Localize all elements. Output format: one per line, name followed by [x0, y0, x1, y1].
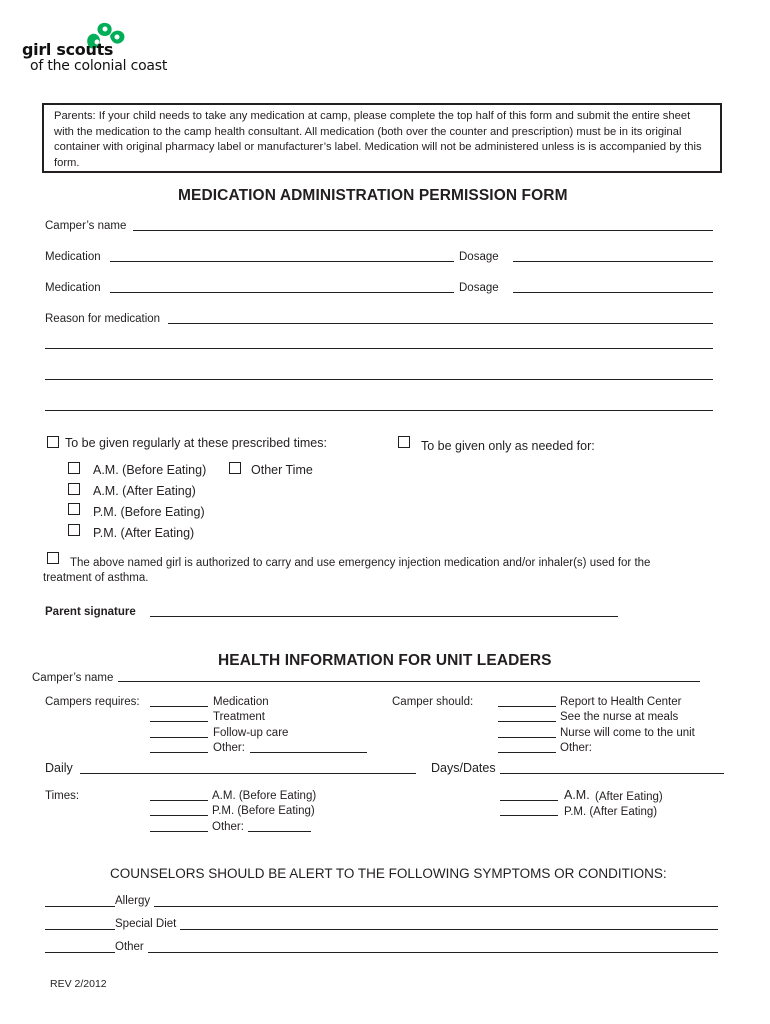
requires-label: Campers requires:: [45, 696, 140, 708]
unit-campers-name-label: Camper’s name: [32, 672, 114, 684]
am-before-label: A.M. (Before Eating): [93, 463, 207, 477]
days-dates-label: Days/Dates: [431, 761, 496, 775]
allergy-field[interactable]: [154, 906, 718, 907]
reason-field-2[interactable]: [45, 348, 713, 349]
reason-label: Reason for medication: [45, 313, 161, 325]
other-time-label: Other Time: [251, 463, 313, 477]
requires-item-medication: Medication: [213, 696, 269, 708]
requires-other-field[interactable]: [250, 752, 367, 753]
parent-signature-field[interactable]: [150, 616, 618, 617]
times-other-field[interactable]: [248, 831, 311, 832]
regular-checkbox[interactable]: [47, 436, 59, 448]
requires-item-treatment: Treatment: [213, 711, 265, 723]
times-label: Times:: [45, 790, 80, 802]
reason-field-4[interactable]: [45, 410, 713, 411]
other-field[interactable]: [148, 952, 718, 953]
requires-item-other: Other:: [213, 742, 245, 754]
requires-blank-2[interactable]: [150, 721, 208, 722]
requires-blank-4[interactable]: [150, 752, 208, 753]
medication-label-1: Medication: [45, 251, 101, 263]
times-other: Other:: [212, 821, 244, 833]
times-blank-4[interactable]: [500, 800, 558, 801]
as-needed-label: To be given only as needed for:: [421, 439, 595, 453]
special-diet-label: Special Diet: [115, 918, 177, 930]
campers-name-field[interactable]: [133, 230, 713, 231]
times-am-after-rest: (After Eating): [595, 791, 663, 803]
days-dates-field[interactable]: [500, 773, 724, 774]
pm-before-checkbox[interactable]: [68, 503, 80, 515]
unit-campers-name-field[interactable]: [118, 681, 700, 682]
should-blank-3[interactable]: [498, 737, 556, 738]
other-blank[interactable]: [45, 952, 115, 953]
should-blank-2[interactable]: [498, 721, 556, 722]
as-needed-checkbox[interactable]: [398, 436, 410, 448]
pm-before-label: P.M. (Before Eating): [93, 505, 205, 519]
medication-label-2: Medication: [45, 282, 101, 294]
am-after-label: A.M. (After Eating): [93, 484, 196, 498]
medication-field-1[interactable]: [110, 261, 454, 262]
asthma-text-2: treatment of asthma.: [43, 572, 149, 584]
requires-blank-1[interactable]: [150, 706, 208, 707]
allergy-blank[interactable]: [45, 906, 115, 907]
dosage-field-1[interactable]: [513, 261, 713, 262]
form1-title: MEDICATION ADMINISTRATION PERMISSION FORM: [178, 187, 568, 204]
daily-label: Daily: [45, 761, 73, 775]
dosage-label-1: Dosage: [459, 251, 499, 263]
logo: [20, 22, 180, 74]
form2-title: HEALTH INFORMATION FOR UNIT LEADERS: [218, 652, 552, 669]
dosage-field-2[interactable]: [513, 292, 713, 293]
should-label: Camper should:: [392, 696, 474, 708]
other-time-checkbox[interactable]: [229, 462, 241, 474]
times-am-before: A.M. (Before Eating): [212, 790, 317, 802]
should-item-report: Report to Health Center: [560, 696, 682, 708]
daily-field[interactable]: [80, 773, 416, 774]
times-pm-before: P.M. (Before Eating): [212, 805, 315, 817]
times-am-after-am: A.M.: [564, 788, 590, 802]
allergy-label: Allergy: [115, 895, 151, 907]
should-blank-1[interactable]: [498, 706, 556, 707]
special-diet-field[interactable]: [180, 929, 718, 930]
logo-line-2: of the colonial coast: [30, 58, 168, 74]
am-after-checkbox[interactable]: [68, 483, 80, 495]
counselors-title: COUNSELORS SHOULD BE ALERT TO THE FOLLOWING SYMPTOMS OR CONDITIONS:: [110, 866, 667, 881]
should-item-nurse-unit: Nurse will come to the unit: [560, 727, 695, 739]
reason-field-1[interactable]: [168, 323, 713, 324]
revision-label: REV 2/2012: [50, 978, 107, 990]
requires-item-follow-up: Follow-up care: [213, 727, 289, 739]
campers-name-label: Camper’s name: [45, 220, 127, 232]
special-diet-blank[interactable]: [45, 929, 115, 930]
times-blank-1[interactable]: [150, 800, 208, 801]
asthma-checkbox[interactable]: [47, 552, 59, 564]
other-label: Other: [115, 941, 144, 953]
times-blank-2[interactable]: [150, 815, 208, 816]
am-before-checkbox[interactable]: [68, 462, 80, 474]
pm-after-checkbox[interactable]: [68, 524, 80, 536]
dosage-label-2: Dosage: [459, 282, 499, 294]
logo-line-1: girl scouts: [22, 40, 114, 59]
should-item-nurse-meals: See the nurse at meals: [560, 711, 679, 723]
should-item-other: Other:: [560, 742, 592, 754]
parent-signature-label: Parent signature: [45, 606, 136, 618]
should-blank-4[interactable]: [498, 752, 556, 753]
times-pm-after: P.M. (After Eating): [564, 806, 658, 818]
reason-field-3[interactable]: [45, 379, 713, 380]
medication-field-2[interactable]: [110, 292, 454, 293]
pm-after-label: P.M. (After Eating): [93, 526, 195, 540]
parent-notice: Parents: If your child needs to take any medication at camp, please complete the top half of this form and submit the entire sheet with the medication to the camp health consultant. All medication (both over the counter and prescription) must be in its original container with original pharmacy label or manufacturer’s label. Medication will not be administered unless is is accompanied by this form.: [42, 103, 722, 173]
requires-blank-3[interactable]: [150, 737, 208, 738]
times-blank-3[interactable]: [150, 831, 208, 832]
times-blank-5[interactable]: [500, 815, 558, 816]
regular-label: To be given regularly at these prescribed times:: [65, 436, 327, 450]
asthma-text-1: The above named girl is authorized to carry and use emergency injection medication and/or inhaler(s) used for the: [70, 557, 651, 569]
